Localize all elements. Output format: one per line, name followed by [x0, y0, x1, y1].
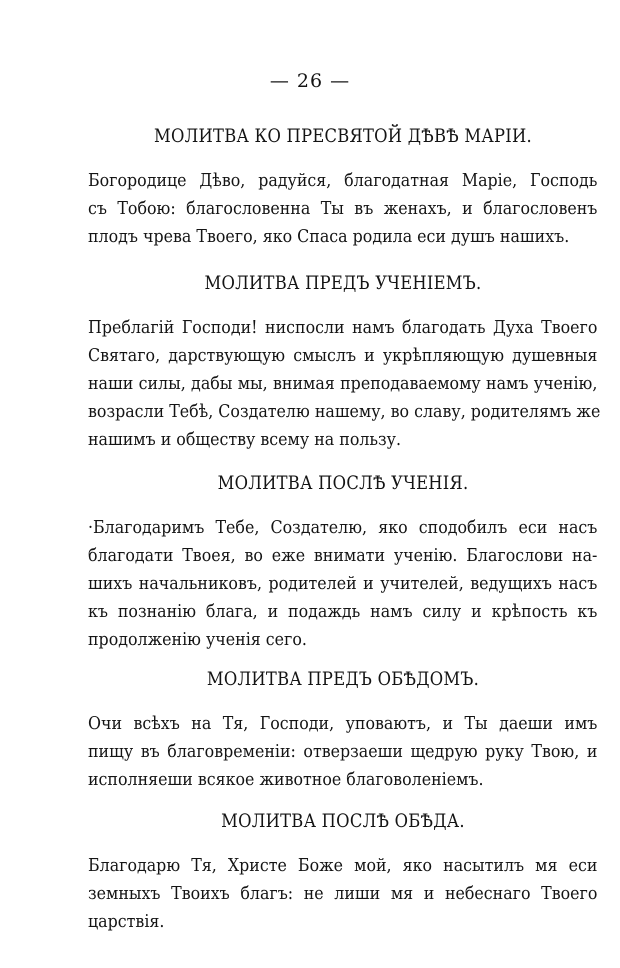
text-line: Очи всѣхъ на Тя, Господи, уповаютъ, и Ты даеши имъ — [88, 713, 598, 734]
prayer-heading: МОЛИТВА ПОСЛѢ ОБѢДА. — [221, 810, 465, 832]
text-line: Богородице Дѣво, радуйся, благодатная Маріе, Господь — [88, 170, 598, 191]
text-line: Преблагій Господи! ниспосли намъ благодать Духа Твоего — [88, 317, 598, 338]
text-line: исполняеши всякое животное благоволеніемъ. — [88, 769, 484, 790]
prayer-text — [88, 852, 598, 936]
text-line: плодъ чрева Твоего, яко Спаса родила еси душъ нашихъ. — [88, 226, 570, 247]
prayer-section-1 — [88, 125, 598, 251]
prayer-text — [88, 710, 598, 794]
prayer-heading: МОЛИТВА ПРЕДЪ УЧЕНІЕМЪ. — [204, 272, 482, 294]
text-line: нашимъ и обществу всему на пользу. — [88, 429, 402, 450]
text-line: наши силы, дабы мы, внимая преподаваемому намъ ученію, — [88, 373, 598, 394]
prayer-heading: МОЛИТВА ПОСЛѢ УЧЕНІЯ. — [217, 472, 469, 494]
text-line: ·Благодаримъ Тебе, Создателю, яко сподобилъ еси насъ — [88, 517, 598, 538]
prayer-text — [88, 167, 598, 251]
text-line: къ познанію блага, и подаждь намъ силу и крѣпость къ — [88, 601, 598, 622]
text-line: шихъ начальниковъ, родителей и учителей, ведущихъ насъ — [88, 573, 598, 594]
prayer-section-3 — [88, 472, 598, 654]
prayer-section-4 — [88, 668, 598, 794]
text-line: возрасли Тебѣ, Создателю нашему, во славу, родителямъ же — [88, 401, 601, 422]
prayer-heading: МОЛИТВА ПРЕДЪ ОБѢДОМЪ. — [206, 668, 480, 690]
text-line: продолженію ученія сего. — [88, 629, 307, 650]
text-line: Благодарю Тя, Христе Боже мой, яко насытилъ мя еси — [88, 855, 598, 876]
prayer-text — [88, 514, 598, 654]
text-line: земныхъ Твоихъ благъ: не лиши мя и небеснаго Твоего — [88, 883, 598, 904]
prayer-heading: МОЛИТВА КО ПРЕСВЯТОЙ ДѢВѢ МАРІИ. — [154, 125, 532, 147]
text-line: Святаго, дарствующую смыслъ и укрѣпляющую душевныя — [88, 345, 598, 366]
page-number: — 26 — — [269, 70, 351, 92]
text-line: царствія. — [88, 911, 165, 932]
text-line: благодати Твоея, во еже внимати ученію. Благослови на- — [88, 545, 598, 566]
prayer-text — [88, 314, 601, 454]
prayer-section-5 — [88, 810, 598, 936]
prayer-section-2 — [88, 272, 601, 454]
text-line: пищу въ благовременіи: отверзаеши щедрую руку Твою, и — [88, 741, 598, 762]
text-line: съ Тобою: благословенна Ты въ женахъ, и благословенъ — [88, 198, 598, 219]
